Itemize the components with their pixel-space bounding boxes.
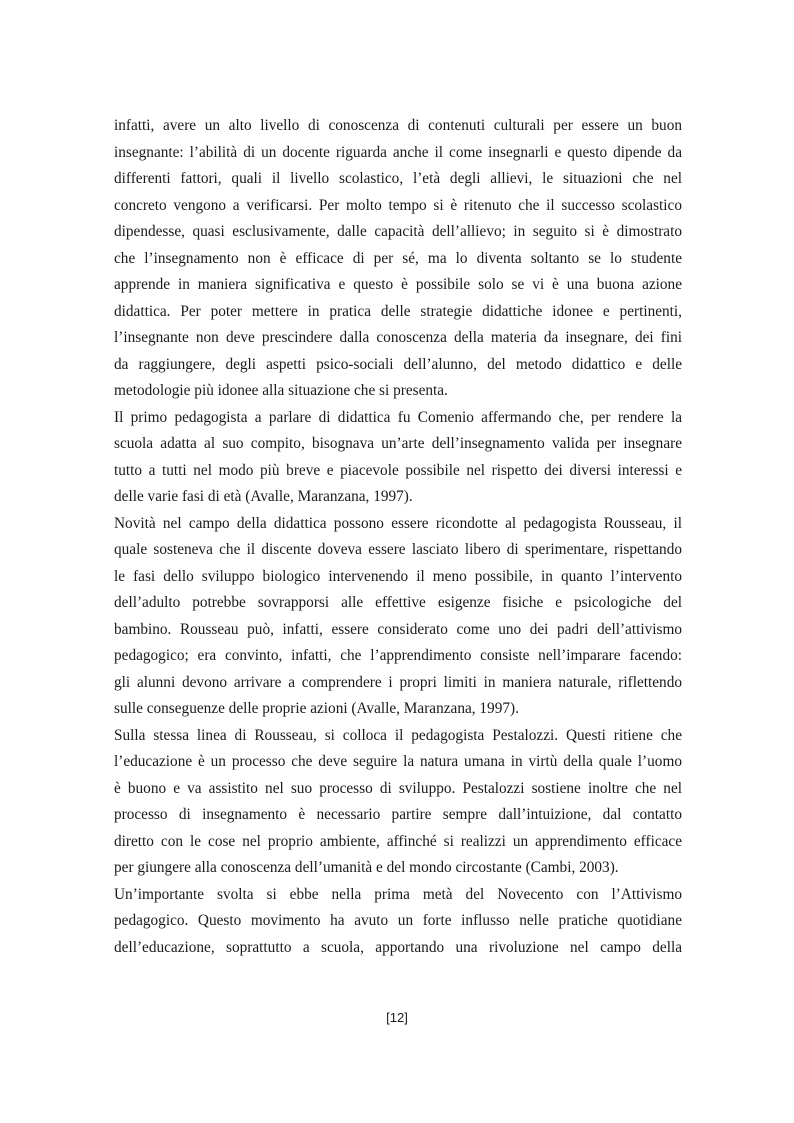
text-line: l’educazione è un processo che deve seguire la natura umana in virtù della quale l’uomo xyxy=(114,753,682,770)
paragraph xyxy=(114,882,682,962)
text-line: Novità nel campo della didattica possono essere ricondotte al pedagogista Rousseau, il xyxy=(114,514,682,532)
text-line: concreto vengono a verificarsi. Per molto tempo si è ritenuto che il successo scolastico xyxy=(114,196,682,214)
paragraph xyxy=(114,113,682,405)
text-line: dell’educazione, soprattutto a scuola, apportando una rivoluzione nel campo della xyxy=(114,938,682,956)
text-line: sulle conseguenze delle proprie azioni (Avalle, Maranzana, 1997). xyxy=(114,700,519,717)
text-line: bambino. Rousseau può, infatti, essere considerato come uno dei padri dell’attivismo xyxy=(114,620,682,638)
text-line: dipendesse, quasi esclusivamente, dalle capacità dell’allievo; in seguito si è dimostrato xyxy=(114,223,682,240)
text-line: Sulla stessa linea di Rousseau, si colloca il pedagogista Pestalozzi. Questi ritiene che xyxy=(114,726,682,744)
paragraph xyxy=(114,405,682,511)
text-line: pedagogico. Questo movimento ha avuto un forte influsso nelle pratiche quotidiane xyxy=(114,912,682,929)
text-line: tutto a tutti nel modo più breve e piacevole possibile nel rispetto dei diversi interessi e xyxy=(114,461,682,479)
paragraph xyxy=(114,511,682,723)
text-line: insegnante: l’abilità di un docente riguarda anche il come insegnarli e questo dipende da xyxy=(114,143,682,161)
text-line: infatti, avere un alto livello di conoscenza di contenuti culturali per essere un buon xyxy=(114,117,682,134)
text-line: quale sosteneva che il discente doveva essere lasciato libero di sperimentare, rispettando xyxy=(114,541,682,558)
paragraph xyxy=(114,723,682,882)
text-line: Un’importante svolta si ebbe nella prima metà del Novecento con l’Attivismo xyxy=(114,885,682,903)
text-line: per giungere alla conoscenza dell’umanità e del mondo circostante (Cambi, 2003). xyxy=(114,859,619,876)
text-line: didattica. Per poter mettere in pratica delle strategie didattiche idonee e pertinenti, xyxy=(114,302,682,320)
text-line: gli alunni devono arrivare a comprendere i propri limiti in maniera naturale, riflettendo xyxy=(114,673,682,691)
text-line: pedagogico; era convinto, infatti, che l’apprendimento consiste nell’imparare facendo: xyxy=(114,647,682,664)
text-line: scuola adatta al suo compito, bisognava un’arte dell’insegnamento valida per insegnare xyxy=(114,435,682,452)
page-number: [12] xyxy=(386,1010,408,1025)
text-line: apprende in maniera significativa e questo è possibile solo se vi è una buona azione xyxy=(114,276,682,293)
text-line: è buono e va assistito nel suo processo di sviluppo. Pestalozzi sostiene inoltre che nel xyxy=(114,779,682,797)
text-line: da raggiungere, degli aspetti psico-sociali dell’alunno, del metodo didattico e delle xyxy=(114,355,682,373)
text-line: processo di insegnamento è necessario partire sempre dall’intuizione, dal contatto xyxy=(114,806,682,823)
text-line: differenti fattori, quali il livello scolastico, l’età degli allievi, le situazioni che nel xyxy=(114,170,682,187)
text-line: diretto con le cose nel proprio ambiente, affinché si realizzi un apprendimento efficace xyxy=(114,832,682,850)
text-line: che l’insegnamento non è efficace di per sé, ma lo diventa soltanto se lo studente xyxy=(114,249,682,267)
text-line: metodologie più idonee alla situazione che si presenta. xyxy=(114,382,448,399)
body-text xyxy=(114,113,682,961)
text-line: Il primo pedagogista a parlare di didattica fu Comenio affermando che, per rendere la xyxy=(114,408,682,426)
text-line: dell’adulto potrebbe sovrapporsi alle effettive esigenze fisiche e psicologiche del xyxy=(114,594,682,611)
text-line: l’insegnante non deve prescindere dalla conoscenza della materia da insegnare, dei fini xyxy=(114,329,682,346)
text-line: delle varie fasi di età (Avalle, Maranzana, 1997). xyxy=(114,488,413,505)
text-line: le fasi dello sviluppo biologico intervenendo il meno possibile, in quanto l’intervento xyxy=(114,567,682,585)
